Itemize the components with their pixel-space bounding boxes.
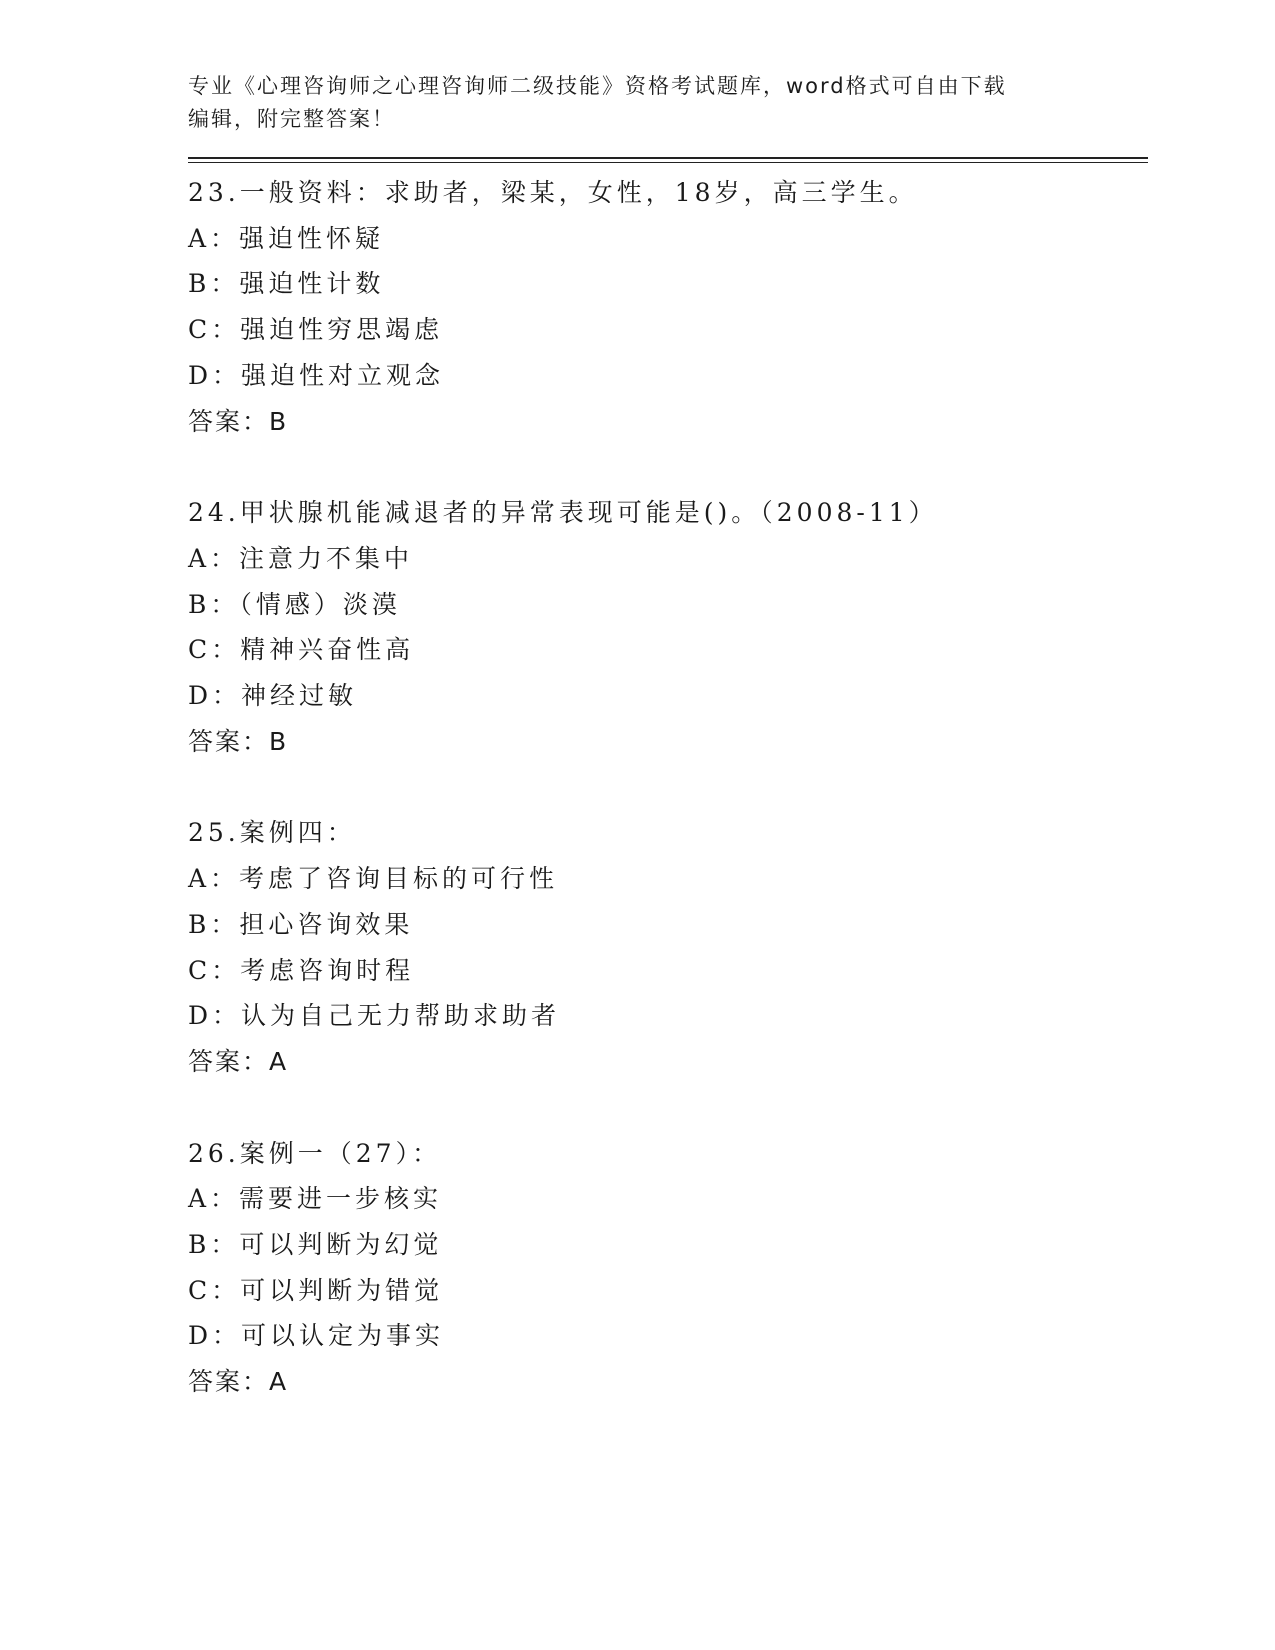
document-page bbox=[188, 70, 1148, 1451]
header-divider bbox=[188, 157, 1148, 159]
answer: 答案：B bbox=[188, 726, 289, 756]
question-stem: 24.甲状腺机能减退者的异常表现可能是()。（2008-11） bbox=[188, 498, 938, 528]
question-25 bbox=[188, 810, 1148, 1084]
answer: 答案：A bbox=[188, 1367, 289, 1397]
option-a: A：强迫性怀疑 bbox=[188, 223, 385, 253]
question-23 bbox=[188, 170, 1148, 444]
answer: 答案：B bbox=[188, 406, 289, 436]
option-c: C：精神兴奋性高 bbox=[188, 635, 415, 665]
option-c: C：考虑咨询时程 bbox=[188, 955, 415, 985]
answer: 答案：A bbox=[188, 1046, 289, 1076]
option-d: D：强迫性对立观念 bbox=[188, 360, 445, 390]
option-d: D：可以认定为事实 bbox=[188, 1321, 445, 1351]
question-24 bbox=[188, 490, 1148, 764]
option-d: D：认为自己无力帮助求助者 bbox=[188, 1001, 561, 1031]
question-stem: 26.案例一（27）： bbox=[188, 1138, 442, 1168]
header-line-1: 专业《心理咨询师之心理咨询师二级技能》资格考试题库，word格式可自由下载 bbox=[188, 74, 1007, 98]
question-26 bbox=[188, 1131, 1148, 1405]
document-header bbox=[188, 70, 1068, 136]
question-stem: 25.案例四： bbox=[188, 818, 356, 848]
option-a: A：考虑了咨询目标的可行性 bbox=[188, 864, 559, 894]
option-c: C：强迫性穷思竭虑 bbox=[188, 315, 444, 345]
option-b: B：可以判断为幻觉 bbox=[188, 1230, 443, 1260]
option-c: C：可以判断为错觉 bbox=[188, 1275, 444, 1305]
option-b: B：（情感）淡漠 bbox=[188, 589, 401, 619]
option-b: B：强迫性计数 bbox=[188, 269, 385, 299]
header-line-2: 编辑，附完整答案！ bbox=[188, 107, 395, 131]
option-d: D：神经过敏 bbox=[188, 681, 358, 711]
question-stem: 23.一般资料：求助者，梁某，女性，18岁，高三学生。 bbox=[188, 178, 918, 207]
question-list bbox=[188, 170, 1148, 1405]
option-a: A：需要进一步核实 bbox=[188, 1184, 443, 1214]
option-b: B：担心咨询效果 bbox=[188, 909, 414, 939]
option-a: A：注意力不集中 bbox=[188, 543, 414, 573]
